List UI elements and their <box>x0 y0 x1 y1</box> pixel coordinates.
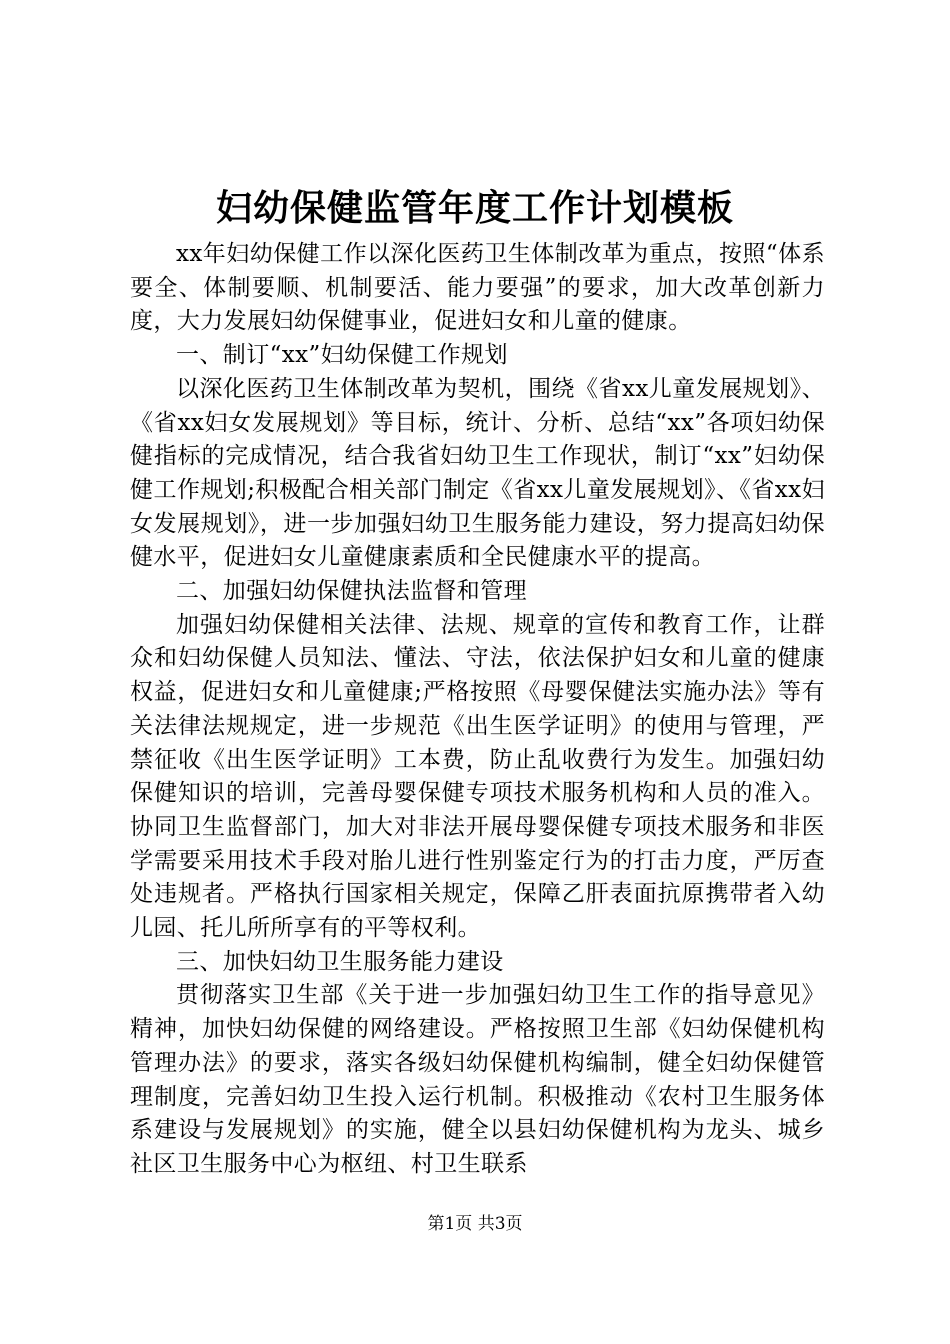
document-body <box>130 238 825 1182</box>
section-paragraph-3: 贯彻落实卫生部《关于进一步加强妇幼卫生工作的指导意见》精神，加快妇幼保健的网络建设。严格按照卫生部《妇幼保健机构管理办法》的要求，落实各级妇幼保健机构编制，健全妇幼保健管理制度，完善妇幼卫生投入运行机制。积极推动《农村卫生服务体系建设与发展规划》的实施，健全以县妇幼保健机构为龙头、城乡社区卫生服务中心为枢纽、村卫生联系 <box>130 982 825 1177</box>
page-number-footer: 第1页 共3页 <box>427 1214 523 1234</box>
page-title: 妇幼保健监管年度工作计划模板 <box>215 187 734 229</box>
section-paragraph-2: 加强妇幼保健相关法律、法规、规章的宣传和教育工作，让群众和妇幼保健人员知法、懂法、守法，依法保护妇女和儿童的健康权益，促进妇女和儿童健康;严格按照《母婴保健法实施办法》等有关法律法规规定，进一步规范《出生医学证明》的使用与管理，严禁征收《出生医学证明》工本费，防止乱收费行为发生。加强妇幼保健知识的培训，完善母婴保健专项技术服务机构和人员的准入。协同卫生监督部门，加大对非法开展母婴保健专项技术服务和非医学需要采用技术手段对胎儿进行性别鉴定行为的打击力度，严厉查处违规者。严格执行国家相关规定，保障乙肝表面抗原携带者入幼儿园、托儿所所享有的平等权利。 <box>130 611 825 942</box>
section-paragraph-1: 以深化医药卫生体制改革为契机，围绕《省xx儿童发展规划》、《省xx妇女发展规划》等目标，统计、分析、总结“xx”各项妇幼保健指标的完成情况，结合我省妇幼卫生工作现状，制订“xx”妇幼保健工作规划;积极配合相关部门制定《省xx儿童发展规划》、《省xx妇女发展规划》，进一步加强妇幼卫生服务能力建设，努力提高妇幼保健水平，促进妇女儿童健康素质和全民健康水平的提高。 <box>130 375 825 571</box>
section-heading-3: 三、加快妇幼卫生服务能力建设 <box>176 948 504 975</box>
intro-paragraph: xx年妇幼保健工作以深化医药卫生体制改革为重点，按照“体系要全、体制要顺、机制要活、能力要强”的要求，加大改革创新力度，大力发展妇幼保健事业，促进妇女和儿童的健康。 <box>130 241 825 335</box>
section-heading-2: 二、加强妇幼保健执法监督和管理 <box>176 578 527 605</box>
section-heading-1: 一、制订“xx”妇幼保健工作规划 <box>176 342 508 369</box>
